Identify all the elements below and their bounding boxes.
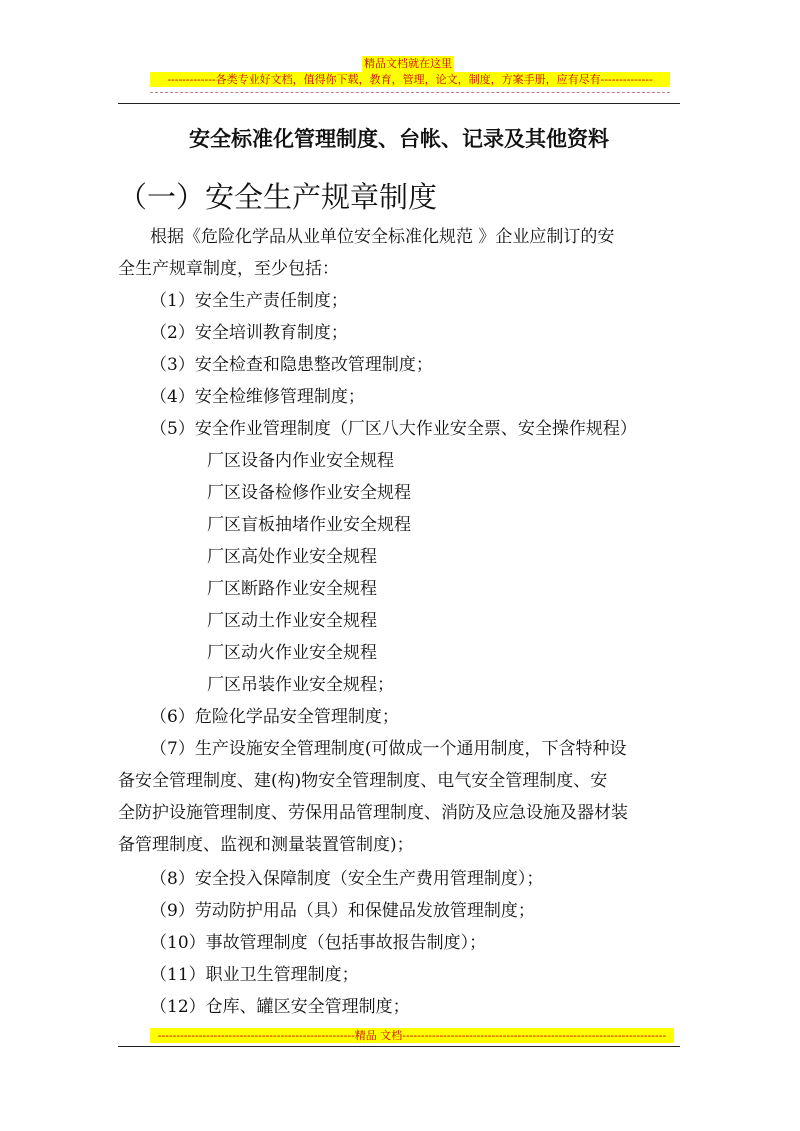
item-title: 危险化学品安全管理制度；: [194, 707, 399, 727]
list-item-11: [150, 964, 359, 986]
header-rule: [118, 103, 680, 104]
item-number: （5）: [150, 419, 195, 439]
sub-item: 厂区动火作业安全规程: [207, 643, 377, 663]
footer-banner: -----------------------------------------------------精品 文档-----------------------------------------------------------------------: [150, 1028, 674, 1043]
list-item-7: [150, 738, 626, 760]
item-number: （3）: [150, 355, 195, 375]
item-number: （12）: [150, 997, 206, 1017]
list-item-4: [150, 386, 365, 408]
intro-line-1: 根据《危险化学品从业单位安全标准化规范 》企业应制订的安: [150, 227, 615, 247]
sub-item: 厂区设备检修作业安全规程: [207, 483, 411, 503]
list-item-7-continuation: 备安全管理制度、建(构)物安全管理制度、电气安全管理制度、安: [118, 771, 608, 791]
list-item-6: [150, 706, 399, 728]
list-item-2: [150, 322, 348, 344]
section-heading: （一）安全生产规章制度: [118, 180, 438, 214]
item-number: （4）: [150, 387, 195, 407]
item-number: （9）: [150, 901, 195, 921]
item-number: （11）: [150, 965, 206, 985]
item-title: 安全作业管理制度: [194, 419, 331, 439]
item-title: 事故管理制度: [205, 933, 308, 953]
list-item-10: [150, 932, 486, 954]
item-note: （安全生产费用管理制度）；: [330, 869, 544, 889]
item-title: 安全生产责任制度；: [194, 291, 348, 311]
header-label: 精品文档就在这里: [364, 57, 452, 70]
item-number: （10）: [150, 933, 206, 953]
item-title: 安全培训教育制度；: [194, 323, 348, 343]
item-title: 安全检维修管理制度；: [194, 387, 365, 407]
list-item-7-continuation: 全防护设施管理制度、劳保用品管理制度、消防及应急设施及器材装: [118, 803, 628, 823]
item-number: （6）: [150, 707, 195, 727]
sub-item: 厂区吊装作业安全规程；: [207, 675, 394, 695]
footer-rule: [118, 1046, 680, 1047]
item-title: 劳动防护用品（具）和保健品发放管理制度；: [194, 901, 535, 921]
item-number: （8）: [150, 869, 195, 889]
sub-item: 厂区断路作业安全规程: [207, 579, 377, 599]
intro-line-2: 全生产规章制度，至少包括：: [118, 259, 339, 279]
header-banner: -------------各类专业好文档，值得你下载，教育，管理，论文，制度，方案手册，应有尽有--------------: [150, 72, 670, 87]
item-number: （1）: [150, 291, 195, 311]
item-title: 仓库、罐区安全管理制度；: [205, 997, 410, 1017]
list-item-7-continuation: 备管理制度、监视和测量装置管制度)；: [118, 835, 414, 855]
item-title: 职业卫生管理制度；: [205, 965, 359, 985]
item-number: （2）: [150, 323, 195, 343]
item-note: (可做成一个通用制度，下含特种设: [364, 739, 627, 759]
item-title: 安全投入保障制度: [194, 869, 331, 889]
list-item-8: [150, 868, 543, 890]
item-title: 生产设施安全管理制度: [194, 739, 365, 759]
item-title: 安全检查和隐患整改管理制度；: [194, 355, 433, 375]
sub-item: 厂区盲板抽堵作业安全规程: [207, 515, 411, 535]
list-item-3: [150, 354, 433, 376]
sub-item: 厂区设备内作业安全规程: [207, 451, 394, 471]
item-number: （7）: [150, 739, 195, 759]
list-item-5: [150, 418, 637, 440]
sub-item: 厂区高处作业安全规程: [207, 547, 377, 567]
item-note: （包括事故报告制度）；: [307, 933, 487, 953]
list-item-9: [150, 900, 535, 922]
document-title: 安全标准化管理制度、台帐、记录及其他资料: [189, 127, 609, 151]
header-dashed-divider: [150, 92, 670, 93]
list-item-12: [150, 996, 410, 1018]
item-note: （厂区八大作业安全票、安全操作规程）: [330, 419, 637, 439]
sub-item: 厂区动土作业安全规程: [207, 611, 377, 631]
list-item-1: [150, 290, 348, 312]
